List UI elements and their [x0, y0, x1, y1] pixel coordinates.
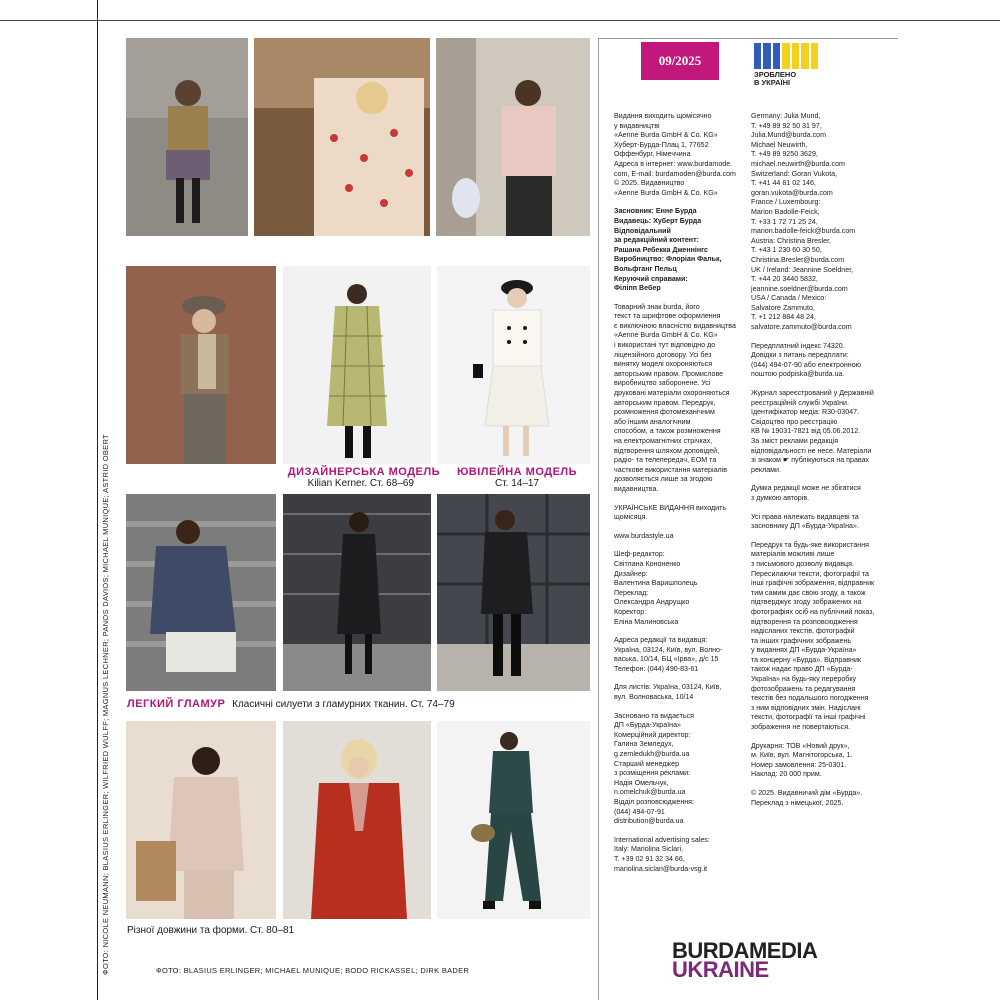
photo-designer-coat [283, 266, 431, 464]
imprint-trademark-notice: Товарний знак burda, його текст та шрифтове оформлення є виключною власністю видавництва «Aenne Burda GmbH & Co. KG» і використані тут відповідно до ліцензійного договору. Усі без винятку моделі охороняються авторським правом. Промислове виробництво заборонене. Усі друковані матеріали охороняються авторським правом. Передрук, розмноження фотомеханічним або іншим аналогічним способом, а також розмноження на електромагнітних стрічках, відтворення шляхом доповідей, радіо- та телепередач, ЕОМ та часткове використання матеріалів дозволяється лише за згодою видавництва. [614, 302, 736, 493]
caption-light-glamour [127, 698, 455, 711]
caption-designer-model [276, 466, 440, 490]
photo-blush-suit [126, 721, 276, 919]
photo-metallic-jacket [126, 494, 276, 691]
imprint-address: Адреса редакції та видавця: Україна, 03124, Київ, вул. Волно- васька, 10/14, БЦ «Ірва», д/с 15 Телефон: (044) 490-83-61 [614, 636, 723, 673]
issue-badge: 09/2025 [641, 42, 719, 80]
imprint-letters-address: Для листів: Україна, 03124, Київ, вул. Волноваська, 10/14 [614, 683, 722, 702]
photo-lips-print-dress [254, 38, 430, 236]
imprint-editorial-staff: Шеф-редактор: Світлана Кононенко Дизайнер: Валентина Варишполець Переклад: Олександра Андрущко Коректор: Еліна Малиновська [614, 550, 698, 626]
made-in-ukraine-logo [754, 43, 818, 87]
imprint-top-rule [598, 38, 898, 39]
photo-teal-suit [437, 721, 590, 919]
photo-red-coat [283, 721, 431, 919]
made-in-ukraine-line1: ЗРОБЛЕНО [754, 70, 797, 79]
photo-credit-bottom: ФОТО: BLASIUS ERLINGER; MICHAEL MUNIQUE; BODO RICKASSEL; DIRK BADER [156, 966, 470, 975]
caption-jubilee-model [447, 466, 587, 490]
imprint-founders: Засновник: Енне Бурда Видавець: Хуберт Бурда Відповідальний за редакційний контент: Рашана Ребекка Дженнінгс Виробництво: Флоріан Фальк, Вольфганг Пельц Керуючий справами: Філіпп Вебер [614, 207, 722, 293]
burdamedia-ukraine-logo [672, 938, 818, 982]
imprint-international-sales: International advertising sales: Italy: Mariolina Siclari, T. +39 02 91 32 34 66, mariolina.siclari@burda-vsg.it [614, 835, 710, 873]
top-rule [0, 20, 1000, 21]
photo-checked-scarf [126, 266, 276, 464]
imprint-registration: Журнал зареєстрований у Державній реєстраційній службі України. Ідентифікатор медіа: R30-03047. Свідоцтво про реєстрацію КВ № 19031-7821 від 05.06.2012. За зміст реклами редакція відповідальності не несе. Матеріали зі знаком ☛ публікуються на правах реклами. [751, 389, 874, 474]
imprint-reprint-policy: Передрук та будь-яке використання матеріалів можливі лише з письмового дозволу видавця. Пересилаючи тексти, фотографії та інші графічні зображення, відправник тим самим дає свою згоду, а також підтверджує згоду зображених на фотографіях осіб на публічний показ, відтворення та розповсюдження надісланих текстів, фотографій та інших графічних зображень у виданнях ДП «Бурда-Україна» та концерну «Бурда». Відправник також надає право ДП «Бурда- Україна» на будь-яку переробку фотозображень та редагування текстів без подальшого погодження з ним відповідних змін. Надіслані тексти, фотографії та інші графічні зображення не повертаються. [751, 540, 875, 732]
imprint-printing-house: Друкарня: ТОВ «Новий друк», м. Київ, вул. Магнітогорська, 1. Номер замовлення: 25-0301. Наклад: 20 000 прим. [751, 741, 853, 779]
made-in-ukraine-line2: В УКРАЇНІ [754, 78, 791, 87]
imprint-opinion-note: Думка редакції може не збігатися з думкою авторів. [751, 484, 861, 502]
caption-glamour-sub: Класичні силуети з гламурних тканин. Ст. 74–79 [232, 699, 455, 710]
imprint-rights: Усі права належать видавцеві та засновнику ДП «Бурда-Україна». [751, 512, 859, 531]
photo-jubilee-suit [437, 266, 590, 464]
caption-designer-title: ДИЗАЙНЕРСЬКА МОДЕЛЬ [287, 466, 440, 478]
logo-line2: UKRAINE [672, 957, 769, 982]
logo-line1: BURDAMEDIA [672, 938, 818, 963]
imprint-column-2 [751, 112, 891, 817]
photo-black-dress [283, 494, 431, 691]
caption-glamour-title: ЛЕГКИЙ ГЛАМУР [127, 698, 226, 710]
imprint-website: www.burdastyle.ua [614, 531, 674, 540]
photo-sparkle-dress [437, 494, 590, 691]
photo-credit-vertical: ФОТО: NICOLE NEUMANN; BLASIUS ERLINGER; WILFRIED WULFF; MAGNUS LECHNER; PANOS DAVIOS; MICHAEL MUNIQUE; ASTRID OBERT [101, 434, 110, 975]
imprint-subscription: Передплатний індекс 74320. Довідки з питань передплати: (044) 494-07-90 або електронною поштою podpiska@burda.ua. [751, 341, 861, 379]
imprint-country-contacts: Germany: Julia Mund, T. +49 89 92 50 31 97, Julia.Mund@burda.com Michael Neuwirth, T. +49 89 9250 3629, michael.neuwirth@burda.com Switzerland: Goran Vukota, T. +41 44 81 02 146, goran.vukota@burda.com France / Luxembourg: Marion Badolle-Feick, T. +33 1 72 71 25 24, marion.badolle-feick@burda.com Austria: Christina Bresler, T. +43 1 230 60 30 50, Christina.Bresler@burda.com UK / Ireland: Jeannine Soeldner, T. +44 20 3440 5832, jeannine.soeldner@burda.com USA / Canada / Mexico: Salvatore Zammuto, T. +1 212 884 48 24, salvatore.zammuto@burda.com [751, 112, 856, 332]
imprint-commercial: Засновано та видається ДП «Бурда-Україна» Комерційний директор: Галина Земледух, g.zemledukh@burda.ua Старший менеджер з розміщення реклами: Надія Омельчук, n.omelchuk@burda.ua Відділ розповсюдження: (044) 494-07-91 distribution@burda.ua [614, 711, 694, 826]
imprint-ukrainian-edition: УКРАЇНСЬКЕ ВИДАННЯ виходить щомісяця. [614, 503, 727, 522]
imprint-divider [598, 38, 599, 1000]
imprint-column-1 [614, 112, 740, 883]
imprint-publisher-info: Видання виходить щомісячно у видавництві «Aenne Burda GmbH & Co. KG» Хуберт-Бурда-Плац 1, 77652 Оффенбург, Німеччина Адреса в інтернет: www.burdamode. com, E-mail: burdamoden@burda.com © 2025. Видавництво «Aenne Burda GmbH & Co. KG» [614, 112, 736, 197]
photo-plaid-skirt-outfit [126, 38, 248, 236]
left-rule [97, 0, 98, 1000]
caption-jubilee-title: ЮВІЛЕЙНА МОДЕЛЬ [456, 466, 578, 478]
photo-print-blouse [436, 38, 590, 236]
caption-lengths: Різної довжини та форми. Ст. 80–81 [127, 925, 295, 936]
ukraine-flag-icon [754, 43, 818, 69]
caption-jubilee-sub: Ст. 14–17 [494, 478, 540, 489]
caption-designer-sub: Kilian Kerner. Ст. 68–69 [307, 478, 414, 489]
imprint-copyright: © 2025. Видавничий дім «Бурда». Переклад з німецької, 2025. [751, 789, 863, 807]
